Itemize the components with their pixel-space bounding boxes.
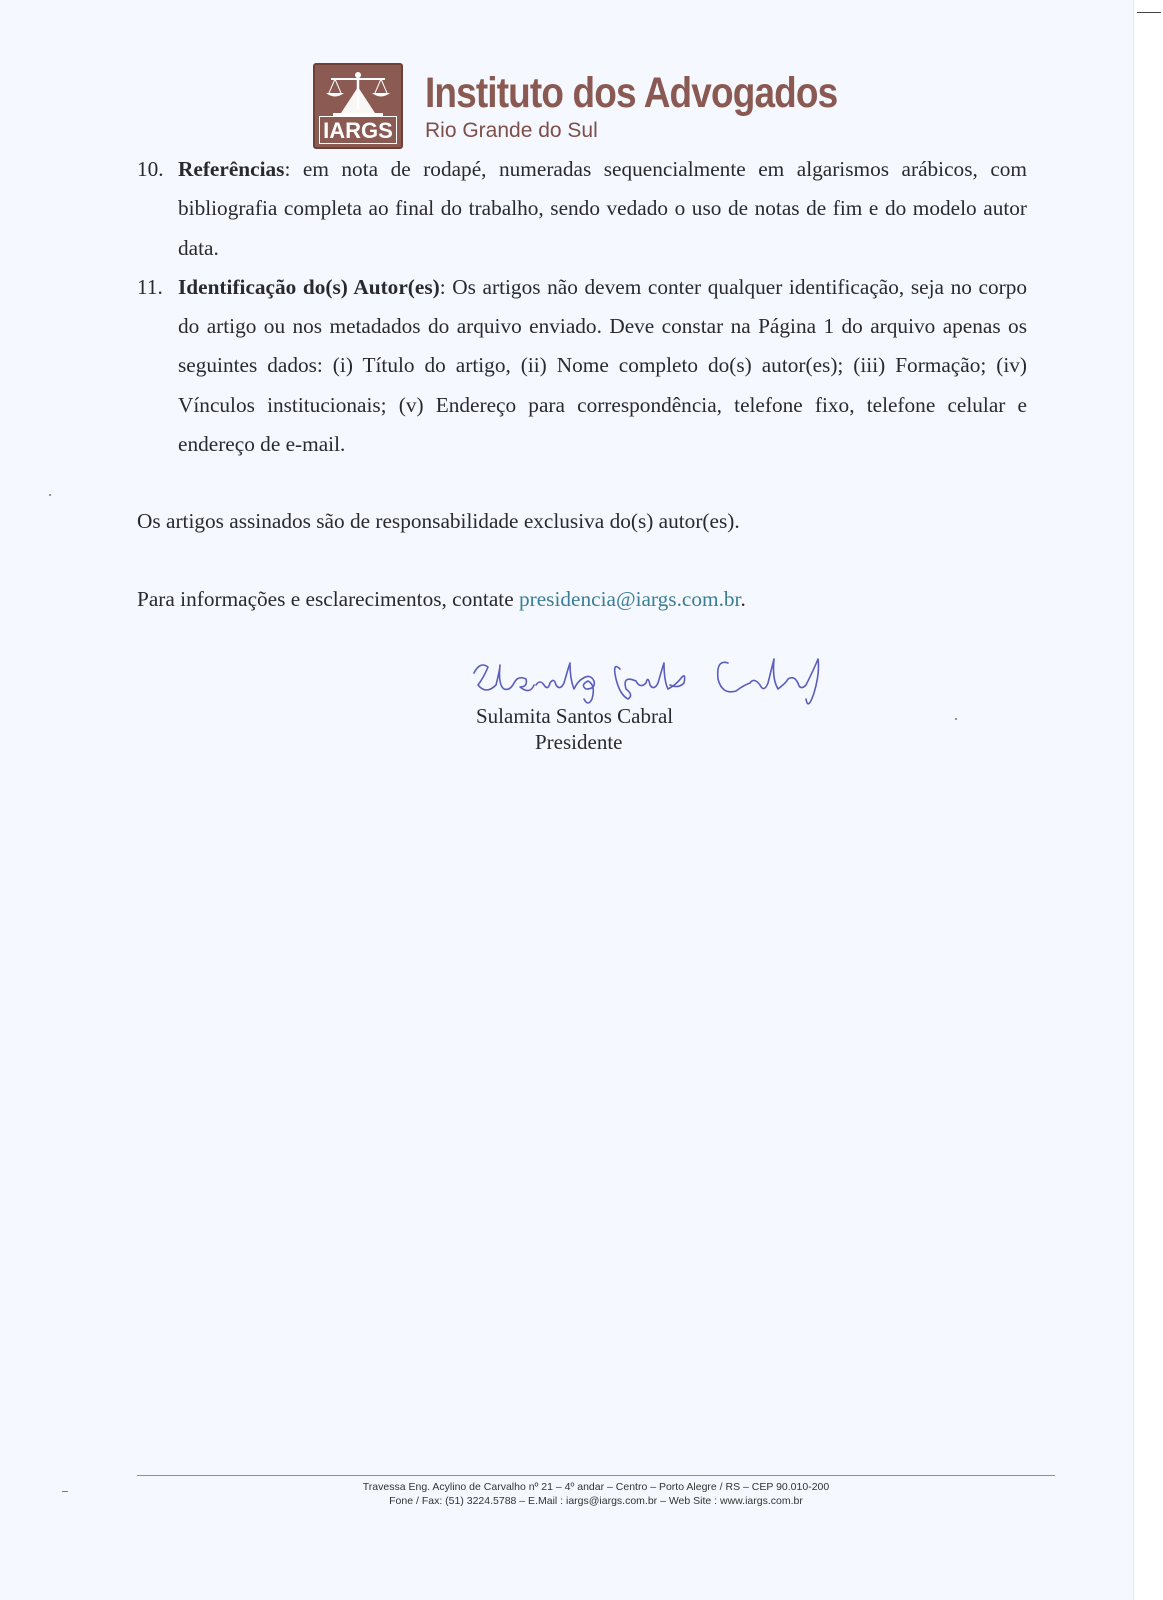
scan-speck [49, 494, 51, 496]
list-item [137, 268, 1027, 464]
item-text: : Os artigos não devem conter qualquer identificação, seja no corpo do artigo ou nos metadados do arquivo enviado. Deve constar na Página 1 do arquivo apenas os seguintes dados: (i) Título do artigo, (ii) Nome completo do(s) autor(es); (iii) Formação; (iv) Vínculos institucionais; (v) Endereço para correspondência, telefone fixo, telefone celular e endereço de e-mail. [178, 274, 1028, 457]
item-number: 11. [137, 274, 163, 299]
responsibility-note: Os artigos assinados são de responsabilidade exclusiva do(s) autor(es). [137, 509, 740, 533]
scales-of-justice-icon [319, 69, 397, 119]
scan-speck [955, 718, 957, 720]
signatory-role: Presidente [535, 730, 623, 754]
contact-suffix: . [740, 587, 746, 611]
item-text: : em nota de rodapé, numeradas sequencialmente em algarismos arábicos, com bibliografia completa ao final do trabalho, sendo vedado o uso de notas de fim e do modelo autor data. [178, 157, 1027, 260]
item-title: Identificação do(s) Autor(es) [178, 274, 440, 299]
organization-name: Instituto dos Advogados [425, 69, 838, 117]
contact-paragraph [137, 584, 746, 614]
footer-divider [137, 1475, 1055, 1476]
footer-address: Travessa Eng. Acylino de Carvalho nº 21 – 4º andar – Centro – Porto Alegre / RS – CEP 90.010-200 [362, 1481, 830, 1493]
list-item [137, 150, 1027, 268]
logo-text: IARGS [319, 116, 397, 144]
scan-edge [1133, 0, 1163, 1600]
contact-email-link[interactable]: presidencia@iargs.com.br [518, 587, 741, 611]
footer [137, 1480, 1055, 1508]
letterhead [313, 63, 873, 151]
contact-prefix: Para informações e esclarecimentos, contate [137, 587, 519, 611]
organization-subtitle: Rio Grande do Sul [425, 119, 598, 142]
item-number: 10. [137, 157, 164, 181]
scan-speck [62, 1491, 68, 1492]
requirements-list [137, 150, 1027, 464]
iargs-logo [313, 63, 403, 149]
footer-contact: Fone / Fax: (51) 3224.5788 – E.Mail : iargs@iargs.com.br – Web Site : www.iargs.com.br [389, 1495, 803, 1507]
item-title: Referências [178, 157, 285, 181]
signatory-name: Sulamita Santos Cabral [476, 704, 674, 728]
